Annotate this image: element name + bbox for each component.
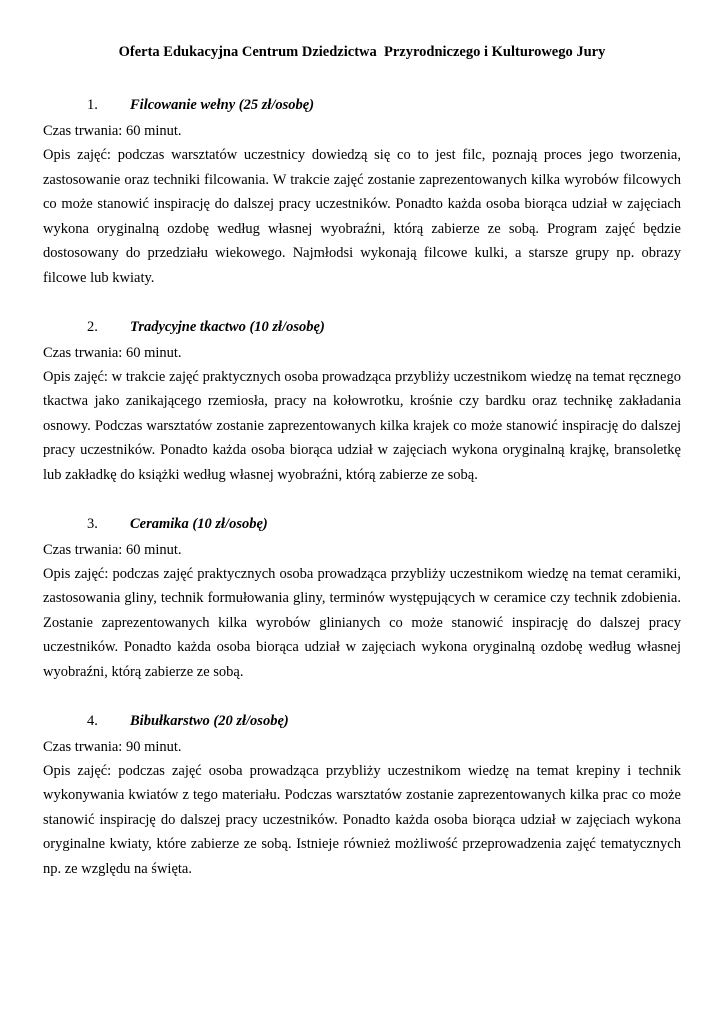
offer-name: Ceramika (10 zł/osobę) [130,515,268,532]
offer-description: Opis zajęć: podczas zajęć praktycznych osoba prowadząca przybliży uczestnikom wiedzę na temat ceramiki, zastosowania gliny, technik formułowania gliny, terminów występujących w ceramice czy technik zdobienia. Zostanie zaprezentowanych kilka wyrobów glinianych co może stanowić inspirację do dalszej pracy uczestników. Ponadto każda osoba biorąca udział w zajęciach wykona oryginalną ozdobę według własnej wyobraźni, którą zabierze ze sobą. [43,565,681,680]
offer-duration: Czas trwania: 60 minut. [43,123,182,139]
offer-heading [43,710,681,732]
offer-number: 2. [87,318,98,335]
offer-item-3 [43,513,681,685]
offer-name: Bibułkarstwo (20 zł/osobę) [130,712,289,729]
offer-description: Opis zajęć: podczas warsztatów uczestnicy dowiedzą się co to jest filc, poznają proces jego tworzenia, zastosowanie oraz techniki filcowania. W trakcie zajęć zostanie zaprezentowanych kilka wyrobów filcowych co może stanowić inspirację do dalszej pracy uczestników. Ponadto każda osoba biorąca udział w zajęciach wykona oryginalną ozdobę według własnej wyobraźni, którą zabierze ze sobą. Program zajęć będzie dostosowany do przedziału wiekowego. Najmłodsi wykonają filcowe kulki, a starsze grupy np. obrazy filcowe lub kwiaty. [43,147,681,286]
offer-duration: Czas trwania: 90 minut. [43,738,182,755]
offer-item-2 [43,316,681,488]
offer-number: 1. [87,97,98,113]
offer-number: 4. [87,712,98,729]
offer-heading [43,513,681,535]
offer-description: Opis zajęć: w trakcie zajęć praktycznych osoba prowadząca przybliży uczestnikom wiedzę na temat ręcznego tkactwa jako zanikającego rzemiosła, pracy na kołowrotku, krośnie czy bardku oraz technikę zakładania osnowy. Podczas warsztatów zostanie zaprezentowanych kilka krajek co może stanowić inspirację do dalszej pracy uczestników. Ponadto każda osoba biorąca udział w zajęciach wykona oryginalną krajkę, bransoletkę lub zakładkę do książki według własnej wyobraźni, którą zabierze ze sobą. [43,368,681,483]
offer-heading [43,94,681,116]
offer-name: Filcowanie wełny (25 zł/osobę) [130,97,315,113]
offer-number: 3. [87,515,98,532]
document-title: Oferta Edukacyjna Centrum Dziedzictwa Przyrodniczego i Kulturowego Jury [118,44,606,60]
offer-description: Opis zajęć: podczas zajęć osoba prowadząca przybliży uczestnikom wiedzę na temat krepiny i technik wykonywania kwiatów z tego materiału. Podczas warsztatów zostanie zaprezentowanych kilka prac co może stanowić inspirację do dalszej pracy uczestników. Ponadto każda osoba biorąca udział w zajęciach wykona oryginalne kwiaty, które zabierze ze sobą. Istnieje również możliwość przeprowadzenia zajęć tematycznych np. ze względu na święta. [43,762,681,877]
offer-heading [43,316,681,338]
offer-item-1 [43,94,681,291]
offer-duration: Czas trwania: 60 minut. [43,344,182,361]
offer-duration: Czas trwania: 60 minut. [43,541,182,558]
offer-name: Tradycyjne tkactwo (10 zł/osobę) [130,318,325,335]
offer-item-4 [43,710,681,882]
